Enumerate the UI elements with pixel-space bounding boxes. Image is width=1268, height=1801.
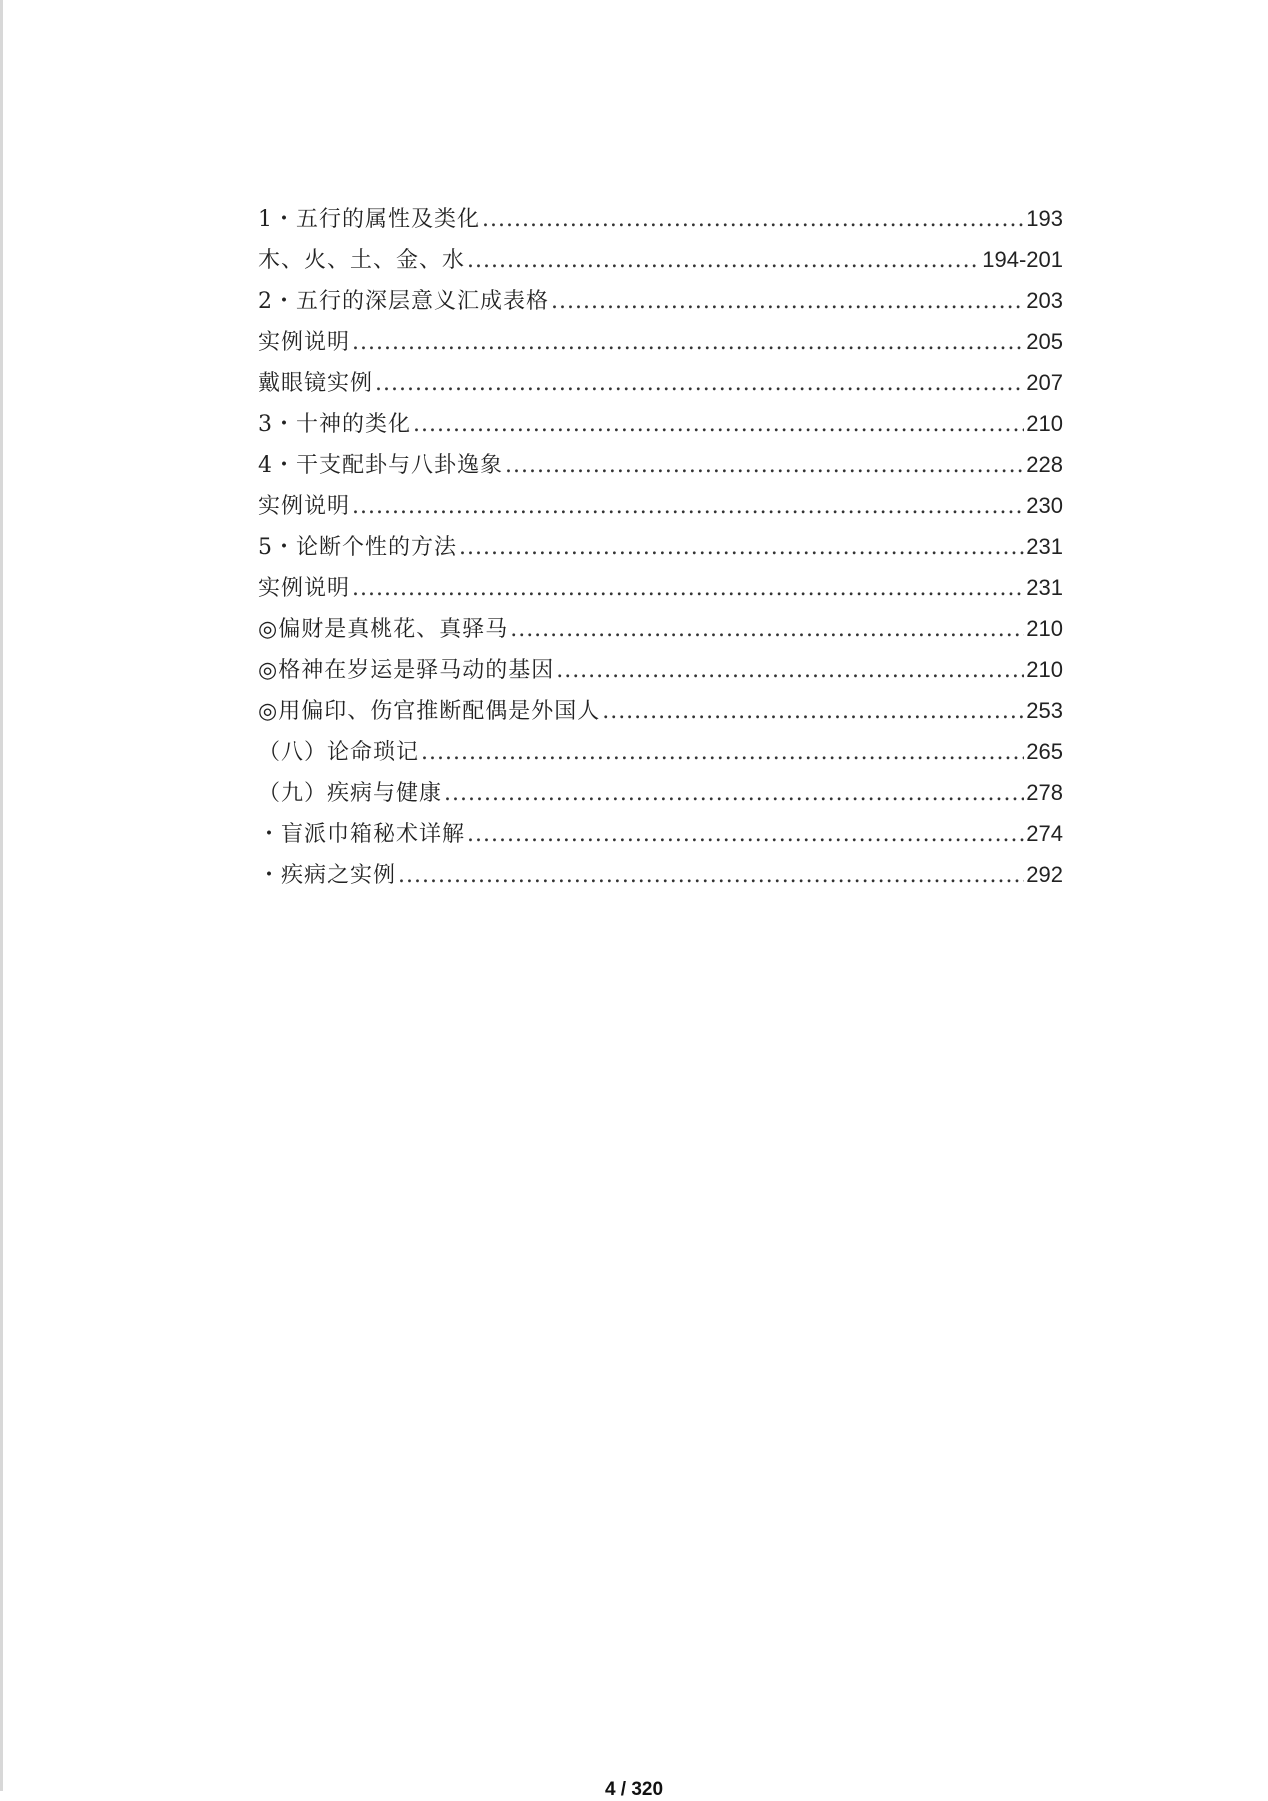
toc-entry-title: ◎偏财是真桃花、真驿马 [258, 617, 509, 642]
toc-dot-leader [413, 404, 1024, 445]
toc-dot-leader [602, 691, 1024, 732]
toc-entry[interactable] [258, 444, 1063, 485]
toc-entry[interactable] [258, 321, 1063, 362]
toc-dot-leader [556, 650, 1024, 691]
toc-entry-title: 5・论断个性的方法 [258, 535, 457, 560]
toc-entry-page: 228 [1026, 452, 1063, 477]
toc-dot-leader [467, 814, 1024, 855]
toc-dot-leader [398, 855, 1024, 896]
toc-entry[interactable] [258, 813, 1063, 854]
toc-entry-page: 194-201 [982, 247, 1063, 272]
toc-entry-page: 207 [1026, 370, 1063, 395]
toc-entry-title: 实例说明 [258, 494, 351, 519]
toc-entry-title: 4・干支配卦与八卦逸象 [258, 453, 503, 478]
toc-entry-page: 292 [1026, 862, 1063, 887]
toc-entry-title: ◎用偏印、伤官推断配偶是外国人 [258, 699, 601, 724]
toc-entry-page: 203 [1026, 288, 1063, 313]
toc-entry[interactable] [258, 280, 1063, 321]
toc-entry-page: 210 [1026, 411, 1063, 436]
toc-entry[interactable] [258, 526, 1063, 567]
toc-entry[interactable] [258, 854, 1063, 895]
toc-entry[interactable] [258, 608, 1063, 649]
toc-entry-title: 1・五行的属性及类化 [258, 207, 480, 232]
toc-entry-title: ・盲派巾箱秘术详解 [258, 822, 466, 847]
toc-dot-leader [459, 527, 1024, 568]
toc-entry-page: 278 [1026, 780, 1063, 805]
toc-entry-title: 实例说明 [258, 330, 351, 355]
toc-entry-title: 木、火、土、金、水 [258, 248, 466, 273]
toc-dot-leader [444, 773, 1024, 814]
toc-entry-title: 2・五行的深层意义汇成表格 [258, 289, 549, 314]
table-of-contents [258, 198, 1063, 895]
toc-entry-page: 231 [1026, 575, 1063, 600]
toc-entry-page: 231 [1026, 534, 1063, 559]
toc-entry-title: ◎格神在岁运是驿马动的基因 [258, 658, 555, 683]
toc-entry-page: 274 [1026, 821, 1063, 846]
toc-entry[interactable] [258, 649, 1063, 690]
toc-entry[interactable] [258, 567, 1063, 608]
toc-entry-page: 230 [1026, 493, 1063, 518]
toc-dot-leader [375, 363, 1024, 404]
page-number-indicator: 4 / 320 [604, 1779, 664, 1800]
toc-entry-title: （九）疾病与健康 [258, 781, 443, 806]
toc-entry[interactable] [258, 690, 1063, 731]
toc-entry[interactable] [258, 485, 1063, 526]
toc-entry-title: 3・十神的类化 [258, 412, 411, 437]
toc-entry[interactable] [258, 239, 1063, 280]
toc-entry-page: 210 [1026, 657, 1063, 682]
toc-entry[interactable] [258, 403, 1063, 444]
toc-entry-page: 205 [1026, 329, 1063, 354]
toc-entry-page: 253 [1026, 698, 1063, 723]
toc-dot-leader [482, 199, 1024, 240]
toc-entry[interactable] [258, 772, 1063, 813]
toc-dot-leader [421, 732, 1024, 773]
toc-entry-page: 265 [1026, 739, 1063, 764]
toc-dot-leader [352, 322, 1024, 363]
toc-dot-leader [352, 568, 1024, 609]
toc-dot-leader [467, 240, 980, 281]
toc-entry[interactable] [258, 198, 1063, 239]
toc-dot-leader [505, 445, 1024, 486]
toc-entry[interactable] [258, 731, 1063, 772]
toc-entry-page: 210 [1026, 616, 1063, 641]
toc-entry-title: 实例说明 [258, 576, 351, 601]
toc-entry-title: ・疾病之实例 [258, 863, 397, 888]
toc-dot-leader [551, 281, 1024, 322]
toc-dot-leader [352, 486, 1024, 527]
toc-entry[interactable] [258, 362, 1063, 403]
page-left-edge [0, 0, 3, 1791]
toc-entry-page: 193 [1026, 206, 1063, 231]
toc-dot-leader [510, 609, 1024, 650]
toc-entry-title: （八）论命琐记 [258, 740, 420, 765]
toc-entry-title: 戴眼镜实例 [258, 371, 374, 396]
